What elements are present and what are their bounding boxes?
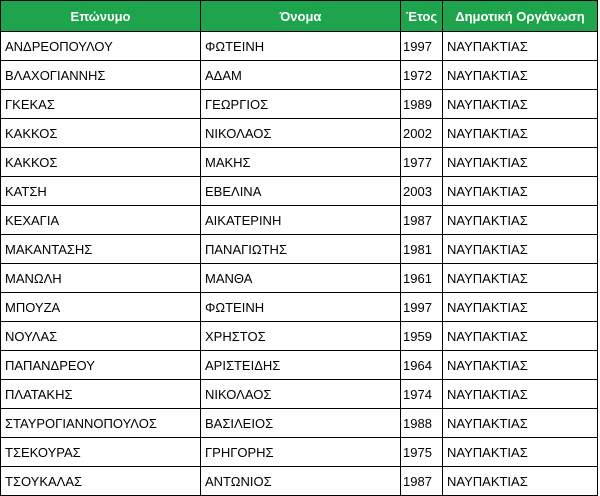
first-name-cell: ΝΙΚΟΛΑΟΣ [201,380,401,409]
table-row [1,380,598,409]
column-header-municipal-organization: Δημοτική Οργάνωση [443,1,598,32]
year-cell: 2003 [401,177,443,206]
organization-cell: ΝΑΥΠΑΚΤΙΑΣ [443,322,598,351]
table-row [1,438,598,467]
organization-cell: ΝΑΥΠΑΚΤΙΑΣ [443,264,598,293]
surname-cell: ΣΤΑΥΡΟΓΙΑΝΝΟΠΟΥΛΟΣ [1,409,201,438]
year-cell: 1977 [401,148,443,177]
first-name-cell: ΓΕΩΡΓΙΟΣ [201,90,401,119]
year-cell: 1972 [401,61,443,90]
surname-cell: ΜΑΚΑΝΤΑΣΗΣ [1,235,201,264]
surname-cell: ΝΟΥΛΑΣ [1,322,201,351]
organization-cell: ΝΑΥΠΑΚΤΙΑΣ [443,119,598,148]
organization-cell: ΝΑΥΠΑΚΤΙΑΣ [443,293,598,322]
first-name-cell: ΓΡΗΓΟΡΗΣ [201,438,401,467]
year-cell: 1975 [401,438,443,467]
surname-cell: ΚΑΚΚΟΣ [1,119,201,148]
year-cell: 1997 [401,293,443,322]
year-cell: 1987 [401,467,443,496]
surname-cell: ΒΛΑΧΟΓΙΑΝΝΗΣ [1,61,201,90]
table-row [1,90,598,119]
surname-cell: ΚΕΧΑΓΙΑ [1,206,201,235]
first-name-cell: ΦΩΤΕΙΝΗ [201,32,401,61]
year-cell: 1987 [401,206,443,235]
organization-cell: ΝΑΥΠΑΚΤΙΑΣ [443,380,598,409]
table-row [1,322,598,351]
year-cell: 2002 [401,119,443,148]
first-name-cell: ΑΡΙΣΤΕΙΔΗΣ [201,351,401,380]
surname-cell: ΠΑΠΑΝΔΡΕΟΥ [1,351,201,380]
surname-cell: ΤΣΕΚΟΥΡΑΣ [1,438,201,467]
year-cell: 1988 [401,409,443,438]
first-name-cell: ΜΑΚΗΣ [201,148,401,177]
surname-cell: ΓΚΕΚΑΣ [1,90,201,119]
table-row [1,293,598,322]
first-name-cell: ΑΔΑΜ [201,61,401,90]
organization-cell: ΝΑΥΠΑΚΤΙΑΣ [443,235,598,264]
first-name-cell: ΧΡΗΣΤΟΣ [201,322,401,351]
first-name-cell: ΕΒΕΛΙΝΑ [201,177,401,206]
year-cell: 1974 [401,380,443,409]
first-name-cell: ΜΑΝΘΑ [201,264,401,293]
table-row [1,177,598,206]
organization-cell: ΝΑΥΠΑΚΤΙΑΣ [443,177,598,206]
organization-cell: ΝΑΥΠΑΚΤΙΑΣ [443,90,598,119]
first-name-cell: ΒΑΣΙΛΕΙΟΣ [201,409,401,438]
year-cell: 1997 [401,32,443,61]
organization-cell: ΝΑΥΠΑΚΤΙΑΣ [443,206,598,235]
surname-cell: ΤΣΟΥΚΑΛΑΣ [1,467,201,496]
year-cell: 1981 [401,235,443,264]
year-cell: 1959 [401,322,443,351]
column-header-surname: Επώνυμο [1,1,201,32]
table-row [1,351,598,380]
table-body [1,32,598,496]
organization-cell: ΝΑΥΠΑΚΤΙΑΣ [443,467,598,496]
header-row [1,1,598,32]
surname-cell: ΜΠΟΥΖΑ [1,293,201,322]
table-row [1,148,598,177]
table-row [1,119,598,148]
year-cell: 1964 [401,351,443,380]
first-name-cell: ΝΙΚΟΛΑΟΣ [201,119,401,148]
column-header-year: Έτος [401,1,443,32]
surname-cell: ΜΑΝΩΛΗ [1,264,201,293]
table-row [1,32,598,61]
organization-cell: ΝΑΥΠΑΚΤΙΑΣ [443,32,598,61]
first-name-cell: ΑΙΚΑΤΕΡΙΝΗ [201,206,401,235]
surname-cell: ΠΛΑΤΑΚΗΣ [1,380,201,409]
organization-cell: ΝΑΥΠΑΚΤΙΑΣ [443,438,598,467]
year-cell: 1989 [401,90,443,119]
table-row [1,409,598,438]
first-name-cell: ΑΝΤΩΝΙΟΣ [201,467,401,496]
first-name-cell: ΦΩΤΕΙΝΗ [201,293,401,322]
surname-cell: ΚΑΚΚΟΣ [1,148,201,177]
table-row [1,61,598,90]
organization-cell: ΝΑΥΠΑΚΤΙΑΣ [443,351,598,380]
surname-cell: ΑΝΔΡΕΟΠΟΥΛΟΥ [1,32,201,61]
column-header-first-name: Όνομα [201,1,401,32]
table-row [1,467,598,496]
organization-cell: ΝΑΥΠΑΚΤΙΑΣ [443,61,598,90]
organization-cell: ΝΑΥΠΑΚΤΙΑΣ [443,409,598,438]
table-row [1,235,598,264]
surname-cell: ΚΑΤΣΗ [1,177,201,206]
organization-cell: ΝΑΥΠΑΚΤΙΑΣ [443,148,598,177]
year-cell: 1961 [401,264,443,293]
table-row [1,264,598,293]
table-row [1,206,598,235]
first-name-cell: ΠΑΝΑΓΙΩΤΗΣ [201,235,401,264]
